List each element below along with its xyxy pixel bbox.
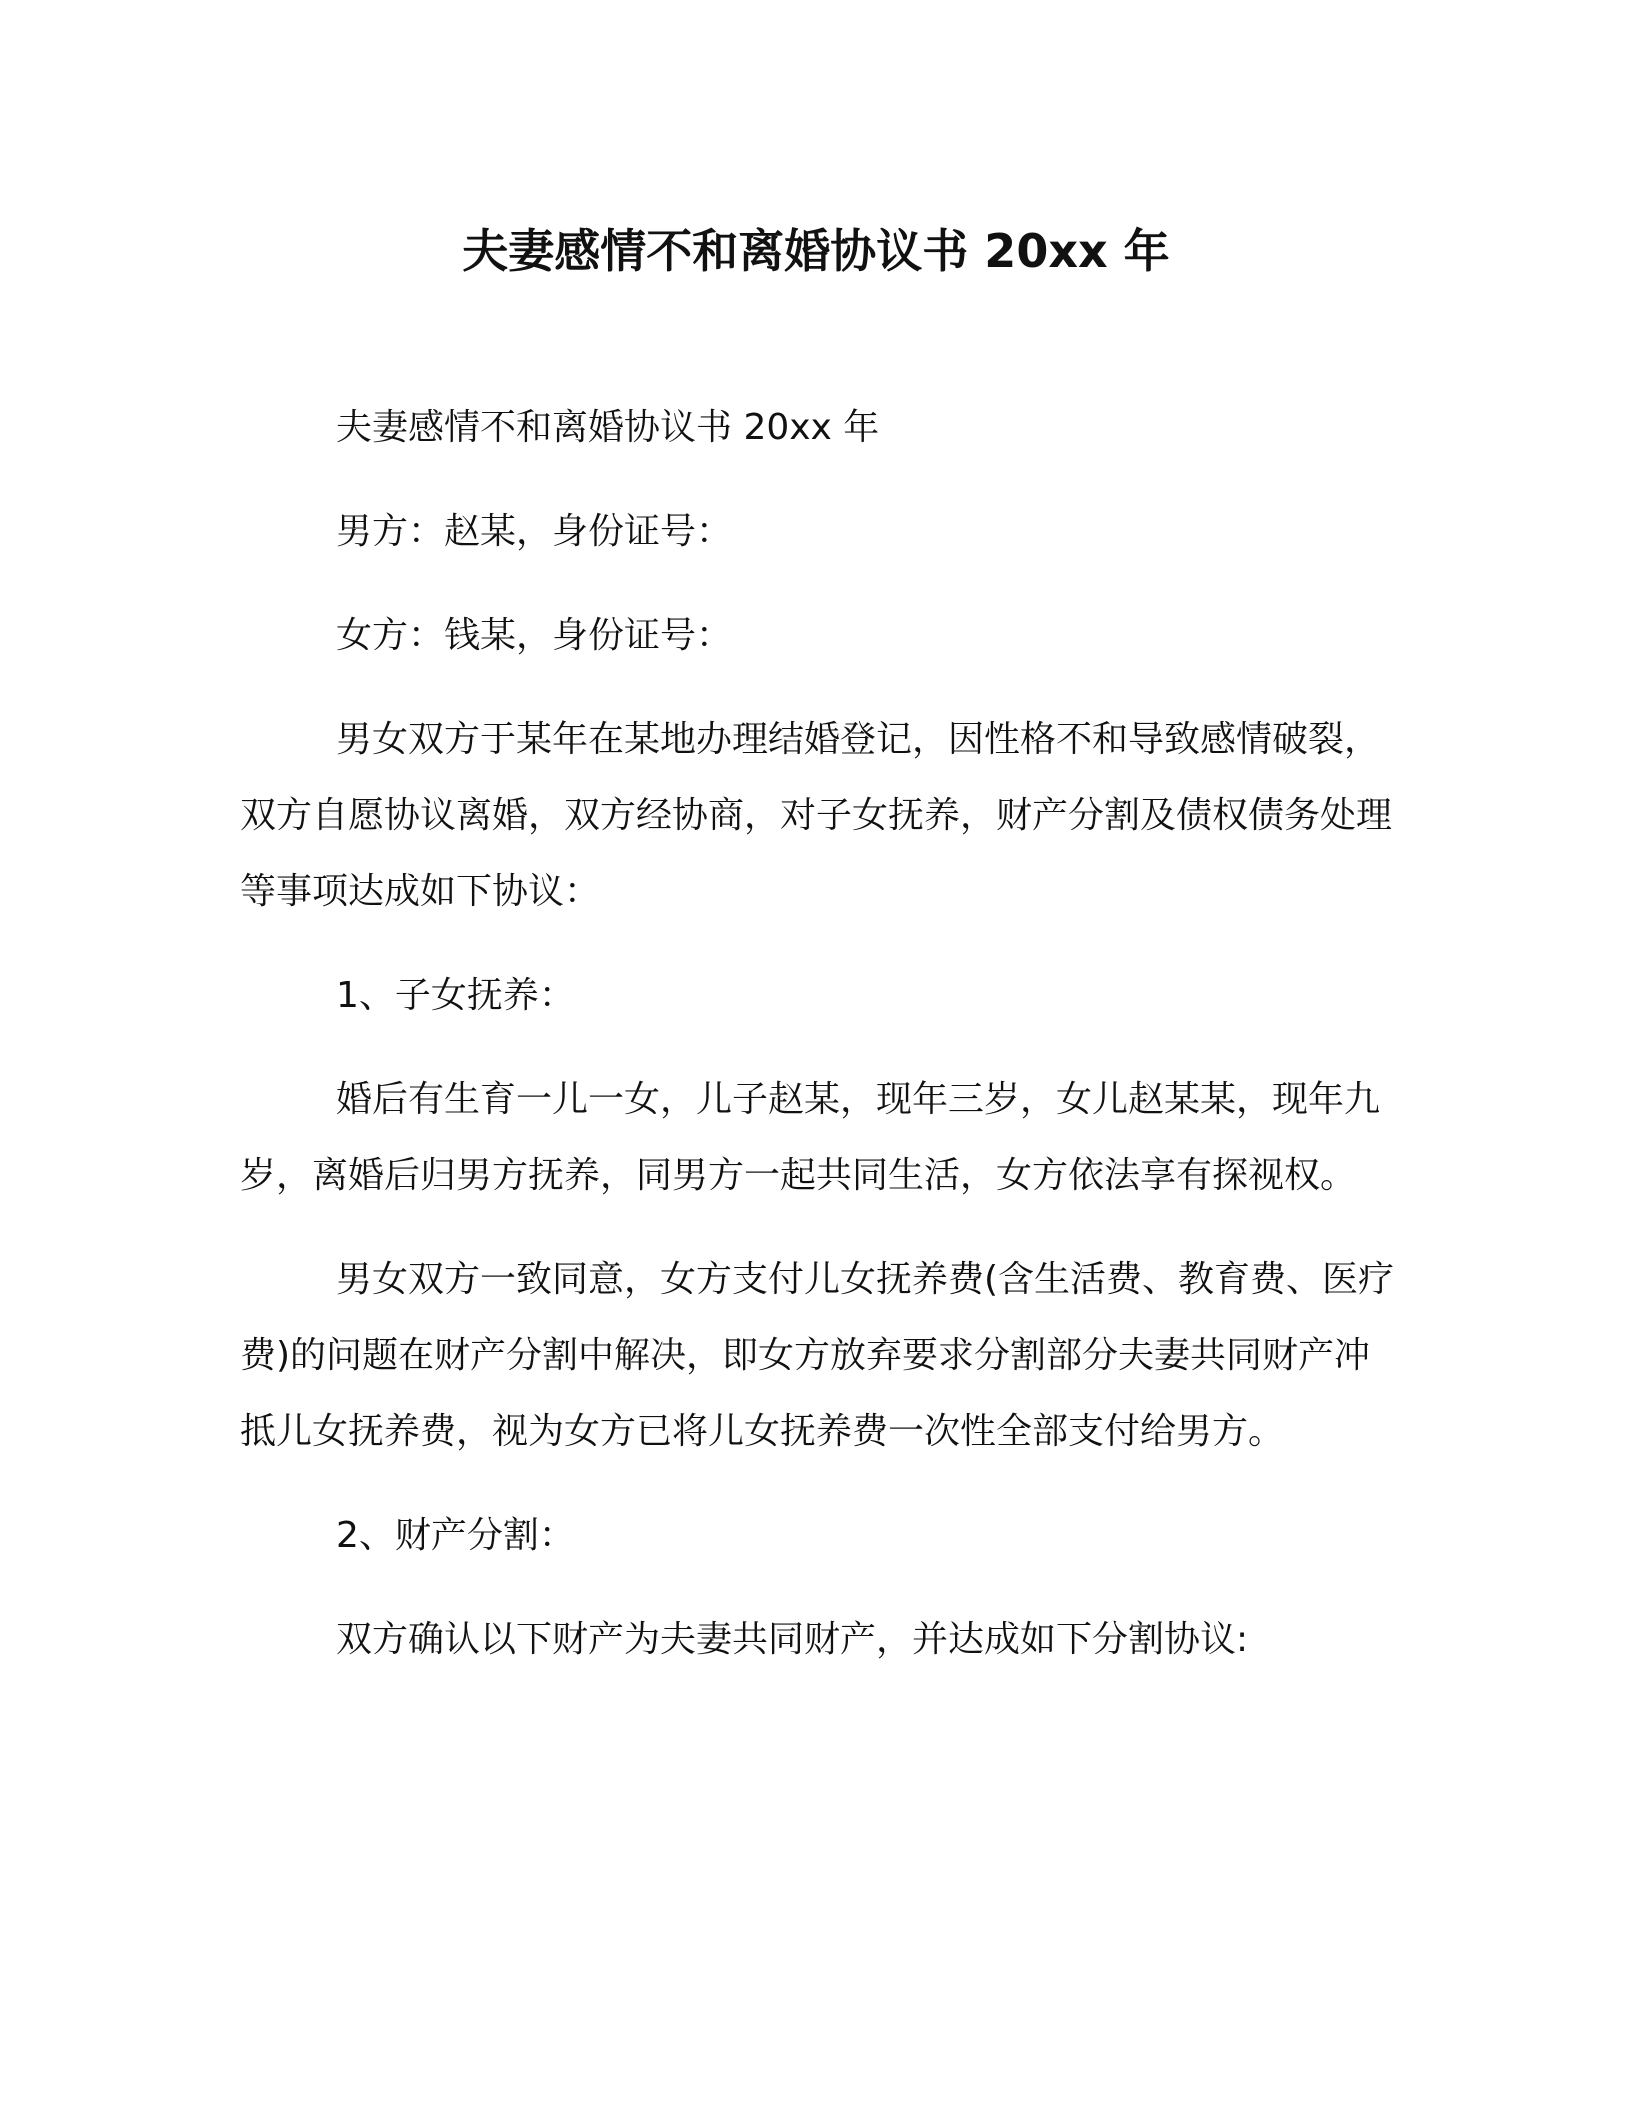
document-body xyxy=(240,390,1400,1706)
preamble-paragraph: 男女双方于某年在某地办理结婚登记，因性格不和导致感情破裂，双方自愿协议离婚，双方经协商，对子女抚养，财产分割及债权债务处理等事项达成如下协议： xyxy=(240,719,1393,912)
subtitle-paragraph: 夫妻感情不和离婚协议书 20xx 年 xyxy=(336,407,880,448)
female-party-paragraph: 女方：钱某，身份证号： xyxy=(336,615,733,656)
section-heading-property-division: 2、财产分割： xyxy=(336,1515,575,1556)
male-party-paragraph: 男方：赵某，身份证号： xyxy=(336,511,733,552)
document-title: 夫妻感情不和离婚协议书 20xx 年 xyxy=(462,224,1170,278)
property-division-paragraph: 双方确认以下财产为夫妻共同财产，并达成如下分割协议: xyxy=(336,1619,1249,1660)
child-support-paragraph: 男女双方一致同意，女方支付儿女抚养费(含生活费、教育费、医疗费)的问题在财产分割中解决，即女方放弃要求分割部分夫妻共同财产冲抵儿女抚养费，视为女方已将儿女抚养费一次性全部支付给男方。 xyxy=(240,1259,1395,1452)
child-custody-paragraph: 婚后有生育一儿一女，儿子赵某，现年三岁，女儿赵某某，现年九岁，离婚后归男方抚养，同男方一起共同生活，女方依法享有探视权。 xyxy=(240,1079,1381,1196)
section-heading-child-custody: 1、子女抚养： xyxy=(336,975,575,1016)
